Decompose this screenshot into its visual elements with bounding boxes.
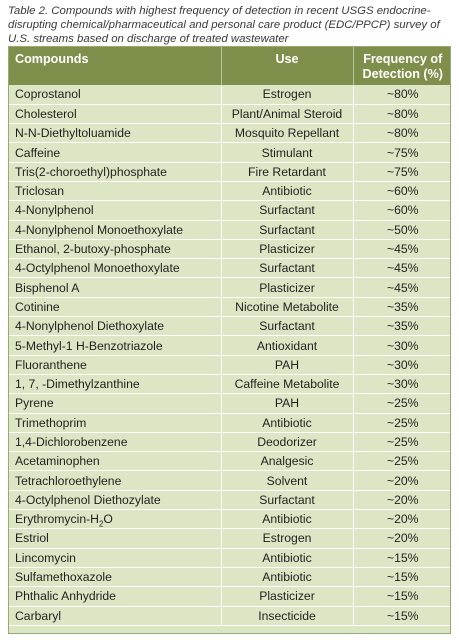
compound-name: Triclosan [15, 184, 64, 199]
compound-name: 4-Nonylphenol Diethoxylate [15, 319, 165, 334]
table-row [9, 278, 451, 297]
frequency-cell: ~25% [353, 432, 451, 451]
table-row [9, 220, 451, 239]
use-cell: Antibiotic [221, 181, 353, 200]
frequency-cell: ~25% [353, 452, 451, 471]
compound-name: Fluoranthene [15, 357, 87, 372]
compound-cell [9, 297, 221, 316]
use-cell: Nicotine Metabolite [221, 297, 353, 316]
compound-cell [9, 239, 221, 258]
frequency-cell: ~15% [353, 587, 451, 606]
use-cell: Plasticizer [221, 278, 353, 297]
compound-cell [9, 259, 221, 278]
compound-cell [9, 201, 221, 220]
table-row [9, 510, 451, 529]
table-row [9, 201, 451, 220]
use-cell: Insecticide [221, 606, 353, 625]
compound-cell [9, 529, 221, 548]
frequency-cell: ~25% [353, 413, 451, 432]
table-row [9, 317, 451, 336]
header-row [9, 47, 451, 85]
frequency-cell: ~30% [353, 374, 451, 393]
compound-name: 1,4-Dichlorobenzene [15, 434, 128, 449]
compound-name: 4-Octylphenol Monoethoxylate [15, 261, 180, 276]
frequency-cell: ~15% [353, 548, 451, 567]
compound-name: Lincomycin [15, 550, 76, 565]
frequency-cell: ~50% [353, 220, 451, 239]
table-row [9, 606, 451, 625]
compound-cell [9, 124, 221, 143]
table-caption: Table 2. Compounds with highest frequency of detection in recent USGS endocrine-disrupting chemical/pharmaceutical and personal care product (EDC/PPCP) survey of U.S. streams based on discharge of treated wastewater [8, 5, 440, 45]
compound-cell [9, 317, 221, 336]
table-row [9, 394, 451, 413]
compound-name: Caffeine [15, 145, 61, 160]
compound-cell [9, 278, 221, 297]
compound-name: Cholesterol [15, 106, 77, 121]
table-row [9, 162, 451, 181]
table-row [9, 587, 451, 606]
use-cell: Antibiotic [221, 548, 353, 567]
table-row [9, 181, 451, 200]
table-row [9, 104, 451, 123]
use-cell: PAH [221, 355, 353, 374]
frequency-cell: ~20% [353, 510, 451, 529]
compound-name: Phthalic Anhydride [15, 589, 116, 604]
compound-cell [9, 548, 221, 567]
compound-cell [9, 432, 221, 451]
frequency-cell: ~75% [353, 162, 451, 181]
use-cell: Plasticizer [221, 587, 353, 606]
compound-name: N-N-Diethyltoluamide [15, 126, 131, 141]
compound-cell [9, 394, 221, 413]
compound-name: Trimethoprim [15, 415, 87, 430]
compound-name: Sulfamethoxazole [15, 570, 112, 585]
use-cell: Analgesic [221, 452, 353, 471]
table-row [9, 259, 451, 278]
compound-name: 4-Nonylphenol [15, 203, 94, 218]
compound-name: Tris(2-choroethyl)phosphate [15, 164, 167, 179]
frequency-cell: ~15% [353, 567, 451, 586]
use-cell: Mosquito Repellant [221, 124, 353, 143]
compound-name: 5-Methyl-1 H-Benzotriazole [15, 338, 163, 353]
compound-name: Pyrene [15, 396, 54, 411]
frequency-cell: ~30% [353, 355, 451, 374]
compound-name: 4-Nonylphenol Monoethoxylate [15, 222, 184, 237]
use-cell: Antibiotic [221, 413, 353, 432]
compound-cell [9, 181, 221, 200]
compound-cell [9, 162, 221, 181]
frequency-cell: ~45% [353, 239, 451, 258]
frequency-cell: ~80% [353, 85, 451, 104]
compound-cell [9, 452, 221, 471]
table-row [9, 297, 451, 316]
compound-name: Estriol [15, 531, 49, 546]
use-cell: Plasticizer [221, 239, 353, 258]
compound-cell [9, 85, 221, 104]
use-cell: Antibiotic [221, 567, 353, 586]
compound-name: Tetrachloroethylene [15, 473, 122, 488]
frequency-cell: ~75% [353, 143, 451, 162]
use-cell: Stimulant [221, 143, 353, 162]
compound-cell [9, 413, 221, 432]
compound-name: Ethanol, 2-butoxy-phosphate [15, 242, 171, 257]
compounds-table [9, 47, 451, 626]
use-cell: Antioxidant [221, 336, 353, 355]
compound-cell [9, 104, 221, 123]
compound-cell [9, 355, 221, 374]
use-cell: Plant/Animal Steroid [221, 104, 353, 123]
compound-cell [9, 374, 221, 393]
frequency-cell: ~30% [353, 336, 451, 355]
table-body [9, 85, 451, 625]
frequency-cell: ~60% [353, 181, 451, 200]
use-cell: Surfactant [221, 201, 353, 220]
use-cell: Estrogen [221, 529, 353, 548]
frequency-cell: ~60% [353, 201, 451, 220]
frequency-cell: ~80% [353, 124, 451, 143]
table-row [9, 490, 451, 509]
header-use: Use [221, 47, 353, 85]
compound-cell [9, 606, 221, 625]
table-row [9, 452, 451, 471]
table-header [9, 47, 451, 85]
use-cell: Estrogen [221, 85, 353, 104]
compound-name: Cotinine [15, 299, 60, 314]
frequency-cell: ~25% [353, 394, 451, 413]
table-row [9, 432, 451, 451]
compound-cell [9, 587, 221, 606]
compound-name: Coprostanol [15, 87, 81, 102]
table-row [9, 548, 451, 567]
frequency-cell: ~35% [353, 317, 451, 336]
use-cell: Surfactant [221, 259, 353, 278]
frequency-cell: ~35% [353, 297, 451, 316]
use-cell: Surfactant [221, 490, 353, 509]
table-row [9, 239, 451, 258]
frequency-cell: ~15% [353, 606, 451, 625]
table-row [9, 567, 451, 586]
table-row [9, 471, 451, 490]
compound-cell [9, 143, 221, 162]
compound-suffix: O [103, 512, 113, 527]
frequency-cell: ~45% [353, 259, 451, 278]
use-cell: Caffeine Metabolite [221, 374, 353, 393]
compound-cell [9, 336, 221, 355]
use-cell: Surfactant [221, 317, 353, 336]
compound-cell [9, 510, 221, 529]
compound-cell [9, 490, 221, 509]
table-row [9, 85, 451, 104]
compound-name: 4-Octylphenol Diethozylate [15, 492, 161, 507]
use-cell: Deodorizer [221, 432, 353, 451]
use-cell: PAH [221, 394, 353, 413]
compound-name: Erythromycin-H [15, 512, 99, 527]
use-cell: Fire Retardant [221, 162, 353, 181]
compound-name: Carbaryl [15, 608, 62, 623]
frequency-cell: ~20% [353, 529, 451, 548]
frequency-cell: ~20% [353, 471, 451, 490]
frequency-cell: ~80% [353, 104, 451, 123]
table-row [9, 336, 451, 355]
table-row [9, 124, 451, 143]
use-cell: Antibiotic [221, 510, 353, 529]
compound-cell [9, 220, 221, 239]
compound-cell [9, 471, 221, 490]
use-cell: Solvent [221, 471, 353, 490]
frequency-cell: ~20% [353, 490, 451, 509]
header-compounds: Compounds [9, 47, 221, 85]
use-cell: Surfactant [221, 220, 353, 239]
compound-name: Acetaminophen [15, 454, 100, 469]
compound-cell [9, 567, 221, 586]
table-row [9, 529, 451, 548]
table-row [9, 413, 451, 432]
compound-name: Bisphenol A [15, 280, 80, 295]
compound-subscript: 2 [98, 519, 104, 529]
table-row [9, 374, 451, 393]
header-frequency: Frequency of Detection (%) [353, 47, 451, 85]
frequency-cell: ~45% [353, 278, 451, 297]
compound-name: 1, 7, -Dimethylzanthine [15, 377, 140, 392]
compounds-table-container [8, 46, 451, 634]
table-row [9, 143, 451, 162]
table-row [9, 355, 451, 374]
